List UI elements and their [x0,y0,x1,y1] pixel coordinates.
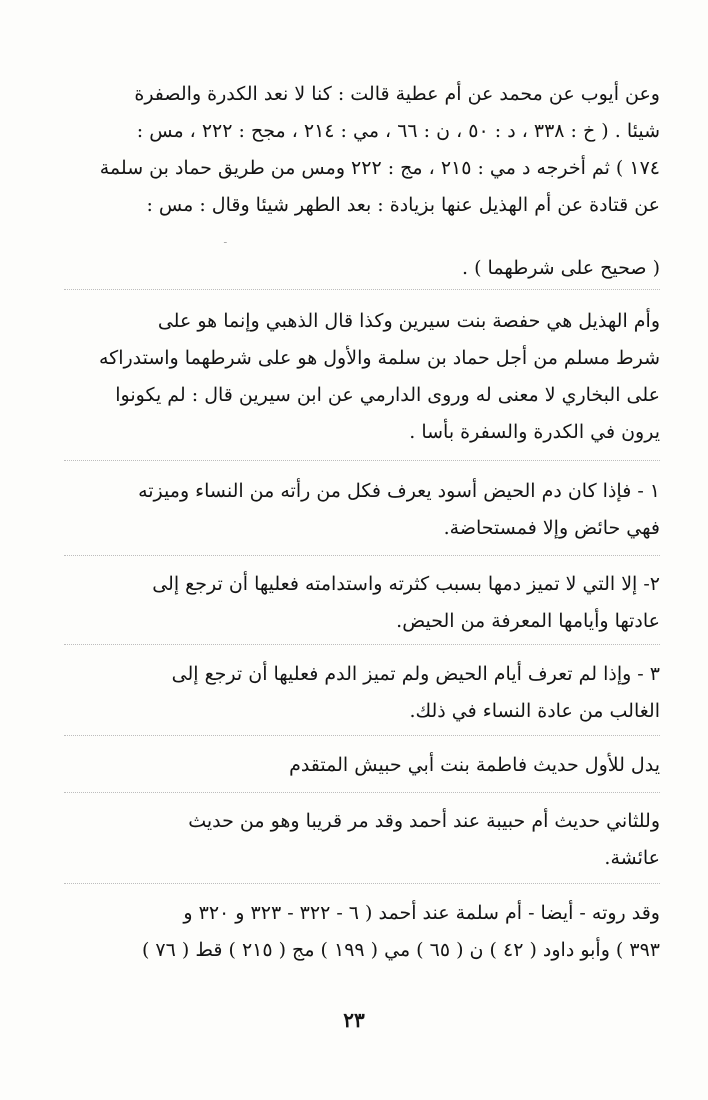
paragraph-point-1 [64,473,660,547]
print-speck-decoration: ـ [224,236,227,246]
paragraph-point-2 [64,566,660,640]
paragraph-divider [64,735,660,736]
paragraph-authentication-note [64,250,660,287]
text-line: عائشة. [604,847,660,869]
text-line: وللثاني حديث أم حبيبة عند أحمد وقد مر قريبا وهو من حديث [188,810,660,832]
text-line: الغالب من عادة النساء في ذلك. [409,700,660,722]
text-line: عن قتادة عن أم الهذيل عنها بزيادة : بعد الطهر شيئا وقال : مس : [146,194,660,216]
text-line: على البخاري لا معنى له وروى الدارمي عن ابن سيرين قال : لم يكونوا [115,384,660,406]
text-line: عادتها وأيامها المعرفة من الحيض. [396,610,660,632]
text-line: شيئا . ( خ : ٣٣٨ ، د : ٥٠ ، ن : ٦٦ ، مي : ٢١٤ ، مجح : ٢٢٢ ، مس : [136,120,660,142]
paragraph-divider [64,555,660,556]
text-line: ( صحيح على شرطهما ) . [462,257,660,279]
text-line: ٣٩٣ ) وأبو داود ( ٤٢ ) ن ( ٦٥ ) مي ( ١٩٩ ) مج ( ٢١٥ ) قط ( ٧٦ ) [141,939,660,961]
paragraph-divider [64,792,660,793]
text-line: ١٧٤ ) ثم أخرجه د مي : ٢١٥ ، مج : ٢٢٢ ومس من طريق حماد بن سلمة [99,157,660,179]
text-line: شرط مسلم من أجل حماد بن سلمة والأول هو على شرطهما واستدراكه [98,347,660,369]
paragraph-um-al-hudhayl [64,303,660,451]
text-line: وأم الهذيل هي حفصة بنت سيرين وكذا قال الذهبي وإنما هو على [157,310,660,332]
paragraph-evidence-second [64,803,660,877]
paragraph-divider [64,644,660,645]
text-line: فهي حائض وإلا فمستحاضة. [443,517,660,539]
text-line: ١ - فإذا كان دم الحيض أسود يعرف فكل من رأته من النساء وميزته [138,480,660,502]
text-line: وعن أيوب عن محمد عن أم عطية قالت : كنا لا نعد الكدرة والصفرة [134,83,660,105]
text-line: وقد روته - أيضا - أم سلمة عند أحمد ( ٦ - ٣٢٢ - ٣٢٣ و ٣٢٠ و [183,902,660,924]
paragraph-point-3 [64,656,660,730]
paragraph-hadith-um-atiyya [64,76,660,224]
text-line: ٢- إلا التي لا تميز دمها بسبب كثرته واستدامته فعليها أن ترجع إلى [152,573,660,595]
paragraph-divider [64,460,660,461]
text-line: يدل للأول حديث فاطمة بنت أبي حبيش المتقدم [289,754,660,776]
text-line: ٣ - وإذا لم تعرف أيام الحيض ولم تميز الدم فعليها أن ترجع إلى [171,663,660,685]
paragraph-evidence-first [64,747,660,784]
paragraph-um-salama-narration [64,895,660,969]
paragraph-divider [64,883,660,884]
text-line: يرون في الكدرة والسفرة بأسا . [409,421,660,443]
paragraph-divider [64,289,660,290]
page-number: ٢٣ [343,1008,365,1032]
